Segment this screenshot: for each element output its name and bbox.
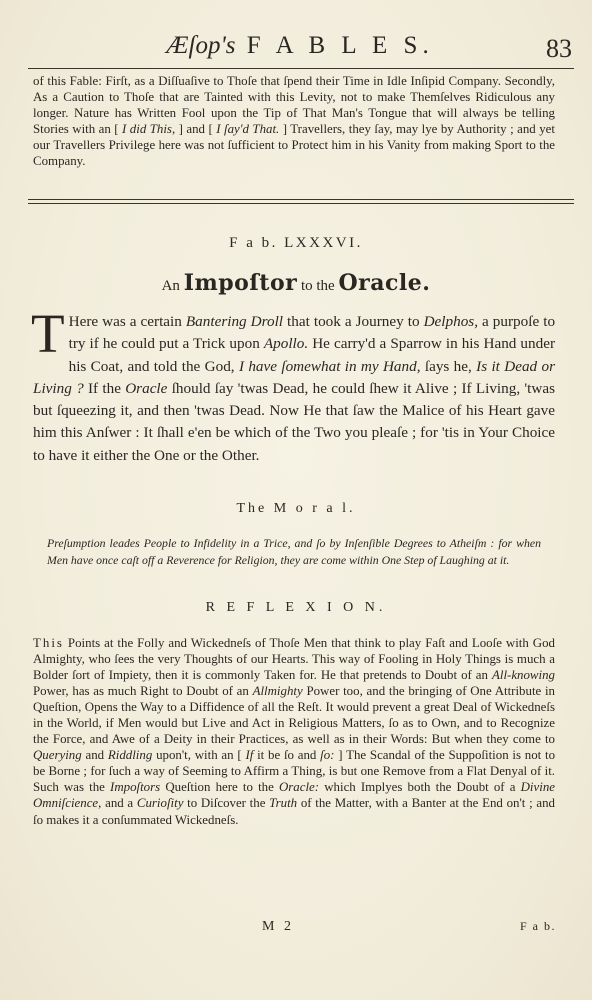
fable-s3: a purpoſe to try if he could put a Trick upon — [68, 313, 556, 353]
reflexion-t3: Power too, and the bringing of One Attribute in Queſtion, Opens the Way to a Diffidence of all the Reſt. It would prevent a great Deal of Wickedneſs in the World, if Men would but Live and Act in Religious Matters, ſo as to Own, and to Recognize the Force, and Awe of a Deity in their Practices, as well as in their Words: But when they come to — [33, 684, 555, 747]
fable-s6: If the — [87, 379, 121, 397]
reflexion-i7: Impoſtors — [110, 780, 161, 795]
reflexion-t8: Queſtion here to the — [165, 780, 274, 795]
fable-i5: Is it Dead or Living ? — [33, 357, 555, 397]
conclusion-text-2: ] and [ — [178, 121, 213, 136]
fable-i1: Bantering Droll — [185, 313, 284, 330]
reflexion-t5: upon't, with an [ — [156, 748, 242, 763]
conclusion-text-1: of this Fable: Firſt, as a Diſſuaſive to Thoſe that ſpend their Time in Idle Inſipid Company. Secondly, As a Caution to Thoſe that are Tainted with this Levity, not to make Themſelves Ridiculous any longer. Nature has Written Fool upon the Tip of That Man's Tongue that will always be telling Stories with an [ — [33, 74, 555, 136]
fable-number: F a b. LXXXVI. — [229, 235, 363, 251]
reflexion-i3: Querying — [33, 748, 82, 763]
fable-s4: He carry'd a Sparrow in his Hand under his Coat, and told the God, — [68, 335, 556, 375]
section-divider — [28, 199, 574, 204]
fable-text — [31, 303, 556, 467]
reflexion-i11: Truth — [269, 796, 298, 811]
running-header — [28, 30, 572, 66]
reflexion-i1: All-knowing — [491, 668, 555, 683]
fable-s2: that took a Journey to — [287, 313, 420, 330]
fable-title-impostor: Impoſtor — [183, 270, 298, 296]
fable-title-an: An — [161, 278, 180, 294]
reflexion-t12: of the Matter, with a Banter at the End on't ; and ſo makes it a conſummated Wickedneſs. — [33, 796, 555, 827]
reflexion-t4: and — [85, 748, 105, 763]
fable-i3: Apollo. — [263, 335, 309, 353]
conclusion-italic-1: I did This, — [122, 121, 176, 136]
drop-cap: T — [31, 303, 65, 364]
reflexion-i4: Riddling — [107, 748, 153, 763]
reflexion-i8: Oracle: — [278, 780, 320, 795]
reflexion-text — [33, 635, 555, 828]
reflexion-t1: Points at the Folly and Wickedneſs of Thoſe Men that think to play Faſt and Looſe with God Almighty, who ſees the very Thoughts of our Hearts. This way of Fooling in Holy Things is much a Bolder ſort of Impiety, then it is commonly Taken for. He that pretends to Doubt of an — [33, 636, 556, 683]
reflexion-i5: If — [245, 748, 254, 763]
reflexion-i6: ſo: — [320, 748, 335, 763]
conclusion-italic-2: I ſay'd That. — [216, 121, 280, 136]
moral-text: Preſumption leades People to Infidelity in a Trice, and ſo by Inſenſible Degrees to Atheiſm : for when Men have once caſt off a Reverence for Religion, they are come within One Step of Laughing at it. — [47, 536, 541, 567]
previous-fable-conclusion — [33, 74, 555, 169]
fable-i2: Delphos, — [423, 313, 479, 330]
moral-heading: The M o r a l. — [236, 501, 356, 516]
catchword: F a b. — [520, 919, 556, 933]
reflexion-t10: and a — [105, 796, 134, 811]
fable-title-to-the: to the — [300, 278, 335, 294]
fable-i4: I have ſomewhat in my Hand, — [238, 357, 421, 375]
reflexion-t7: ] The Scandal of the Suppoſition is not to be Borne ; for ſuch a way of Seeming to Affirm a Thing, is but one Remove from a Flat Denyal of it. Such was the — [33, 748, 556, 795]
reflexion-i9: Divine Omniſcience, — [33, 780, 555, 811]
reflexion-lead: This — [33, 636, 64, 650]
fable-s7: ſhould ſay 'twas Dead, he could ſhew it Alive ; If Living, 'twas but ſqueezing it, and then 'twas Dead. Now He that ſaw the Malice of his Heart gave him this Anſwer : It ſhall e'en be which of the Two you pleaſe ; for 'tis in Your Choice to have it either the One or the Other. — [33, 379, 555, 464]
conclusion-text-3: ] Travellers, they ſay, may lye by Authority ; and yet our Travellers Privilege here was not ſufficient to Protect him in his Vanity from making Sport to the Company. — [33, 121, 555, 168]
running-title — [28, 32, 572, 60]
fable-i6: Oracle — [125, 379, 168, 397]
page-number: 83 — [546, 34, 572, 63]
reflexion-t2: Power, has as much Right to Doubt of an — [33, 684, 249, 699]
fable-title-oracle: Oracle. — [338, 270, 431, 296]
fable-s5: ſays he, — [424, 357, 472, 375]
header-rule — [28, 68, 574, 69]
reflexion-i10: Curioſity — [136, 796, 184, 811]
reflexion-t9: which Implyes both the Doubt of a — [324, 780, 516, 795]
reflexion-t6: it be ſo and — [257, 748, 317, 763]
reflexion-heading: R E F L E X I O N. — [205, 600, 387, 615]
fable-s1: Here was a certain — [68, 313, 182, 330]
reflexion-t11: to Diſcover the — [187, 796, 266, 811]
running-title-caps: F A B L E S. — [246, 32, 434, 59]
running-title-italic: Æſop's — [166, 32, 236, 59]
fable-title — [0, 270, 592, 296]
signature-mark: M 2 — [262, 919, 294, 934]
reflexion-i2: Allmighty — [252, 684, 303, 699]
